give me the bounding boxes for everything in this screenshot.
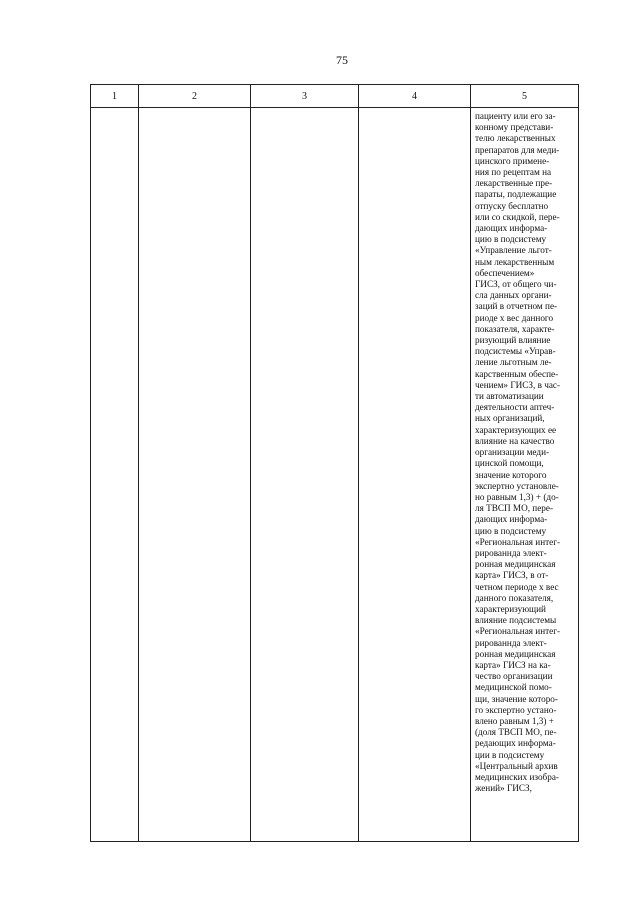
cell-text-line: ля ТВСП МО, пере-: [475, 503, 554, 514]
cell-text-line: влено равным 1,3) +: [475, 715, 554, 726]
cell-text-line: обеспечением»: [475, 267, 535, 278]
column-header-4: 4: [359, 85, 471, 108]
page-number: 75: [336, 53, 348, 67]
cell-text-line: «Центральный архив: [475, 760, 558, 771]
cell-text-line: ронная медицинская: [475, 559, 556, 570]
cell-text-line: препаратов для меди-: [475, 144, 560, 155]
document-table: [90, 84, 579, 842]
cell-text-line: дающих информа-: [475, 514, 548, 525]
column-header-2: 2: [139, 85, 251, 108]
column-header-5: 5: [471, 85, 579, 108]
table-cell-col-4: [359, 108, 471, 842]
table-header-row: [91, 85, 579, 108]
cell-text-line: конному представи-: [475, 122, 554, 133]
cell-text-line: ти автоматизации: [475, 391, 544, 402]
cell-text-line: редающих информа-: [475, 738, 556, 749]
cell-text-line: влияние подсистемы: [475, 615, 557, 626]
column-header-1: 1: [91, 85, 139, 108]
cell-text-line: отпуску бесплатно: [475, 200, 549, 211]
cell-text-line: показателя, характе-: [475, 323, 555, 334]
cell-text-line: го экспертно устано-: [475, 704, 557, 715]
cell-text-line: характеризующих ее: [475, 424, 557, 435]
cell-text-line: лекарственные пре-: [475, 178, 553, 189]
cell-text-line: пациенту или его за-: [475, 111, 556, 121]
table-cell-col-1: [91, 108, 139, 842]
cell-text-line: характеризующий: [475, 603, 546, 614]
cell-text-line: ГИСЗ, от общего чи-: [475, 279, 557, 290]
cell-text-line: параты, подлежащие: [475, 189, 557, 200]
cell-text-line: заций в отчетном пе-: [475, 301, 558, 312]
cell-text-line: телю лекарственных: [475, 133, 556, 144]
cell-text-line: карта» ГИСЗ на ка-: [475, 659, 551, 670]
cell-text-line: ронная медицинская: [475, 648, 556, 659]
table-cell-col-5-text: [471, 108, 579, 842]
cell-text-line: ным лекарственным: [475, 256, 555, 267]
table-cell-col-3: [251, 108, 359, 842]
cell-text-line: значение которого: [475, 469, 547, 480]
cell-text-line: ных организаций,: [475, 413, 545, 424]
cell-text-line: рированнда элект-: [475, 637, 547, 648]
cell-text-line: ризующий влияние: [475, 335, 551, 346]
cell-text-line: щи, значение которо-: [475, 693, 558, 704]
cell-text-line: экспертно установле-: [475, 480, 559, 491]
cell-text-line: ление льготным ле-: [475, 357, 552, 368]
cell-text-line: ния по рецептам на: [475, 167, 552, 178]
cell-text-line: «Управление льгот-: [475, 245, 552, 256]
cell-text-line: цию в подсистему: [475, 234, 547, 245]
cell-text-line: цинской помощи,: [475, 458, 544, 469]
cell-text-line: жений» ГИСЗ,: [475, 783, 532, 794]
cell-text-line: деятельности аптеч-: [475, 402, 555, 413]
cell-text-line: риоде x вес данного: [475, 312, 554, 323]
cell-text-line: рированнда элект-: [475, 547, 547, 558]
cell-text-line: дающих информа-: [475, 223, 548, 234]
cell-text-line: медицинских изобра-: [475, 771, 559, 782]
column-header-3: 3: [251, 85, 359, 108]
cell-text-line: чество организации: [475, 671, 553, 682]
cell-text-line: медицинской помо-: [475, 682, 552, 693]
cell-text-line: цинского примене-: [475, 155, 550, 166]
cell-text-line: влияние на качество: [475, 435, 555, 446]
cell-text-line: ции в подсистему: [475, 749, 545, 760]
cell-text-line: «Региональная интег-: [475, 536, 561, 547]
cell-text-line: «Региональная интег-: [475, 626, 561, 637]
cell-text-line: карственным обеспе-: [475, 368, 559, 379]
cell-text-line: организации меди-: [475, 447, 550, 458]
cell-text-line: подсистемы «Управ-: [475, 346, 556, 357]
cell-text-line: но равным 1,3) + (до-: [475, 491, 559, 502]
cell-text-line: данного показателя,: [475, 592, 554, 603]
cell-text-line: карта» ГИСЗ, в от-: [475, 570, 549, 581]
table-cell-col-2: [139, 108, 251, 842]
cell-text-line: (доля ТВСП МО, пе-: [475, 727, 557, 738]
cell-text-line: четном периоде x вес: [475, 581, 559, 592]
table-row: [91, 108, 579, 842]
cell-text-line: цию в подсистему: [475, 525, 547, 536]
cell-text-line: сла данных органи-: [475, 290, 552, 301]
cell-text-line: чением» ГИСЗ, в час-: [475, 379, 561, 390]
cell-text-line: или со скидкой, пере-: [475, 211, 560, 222]
